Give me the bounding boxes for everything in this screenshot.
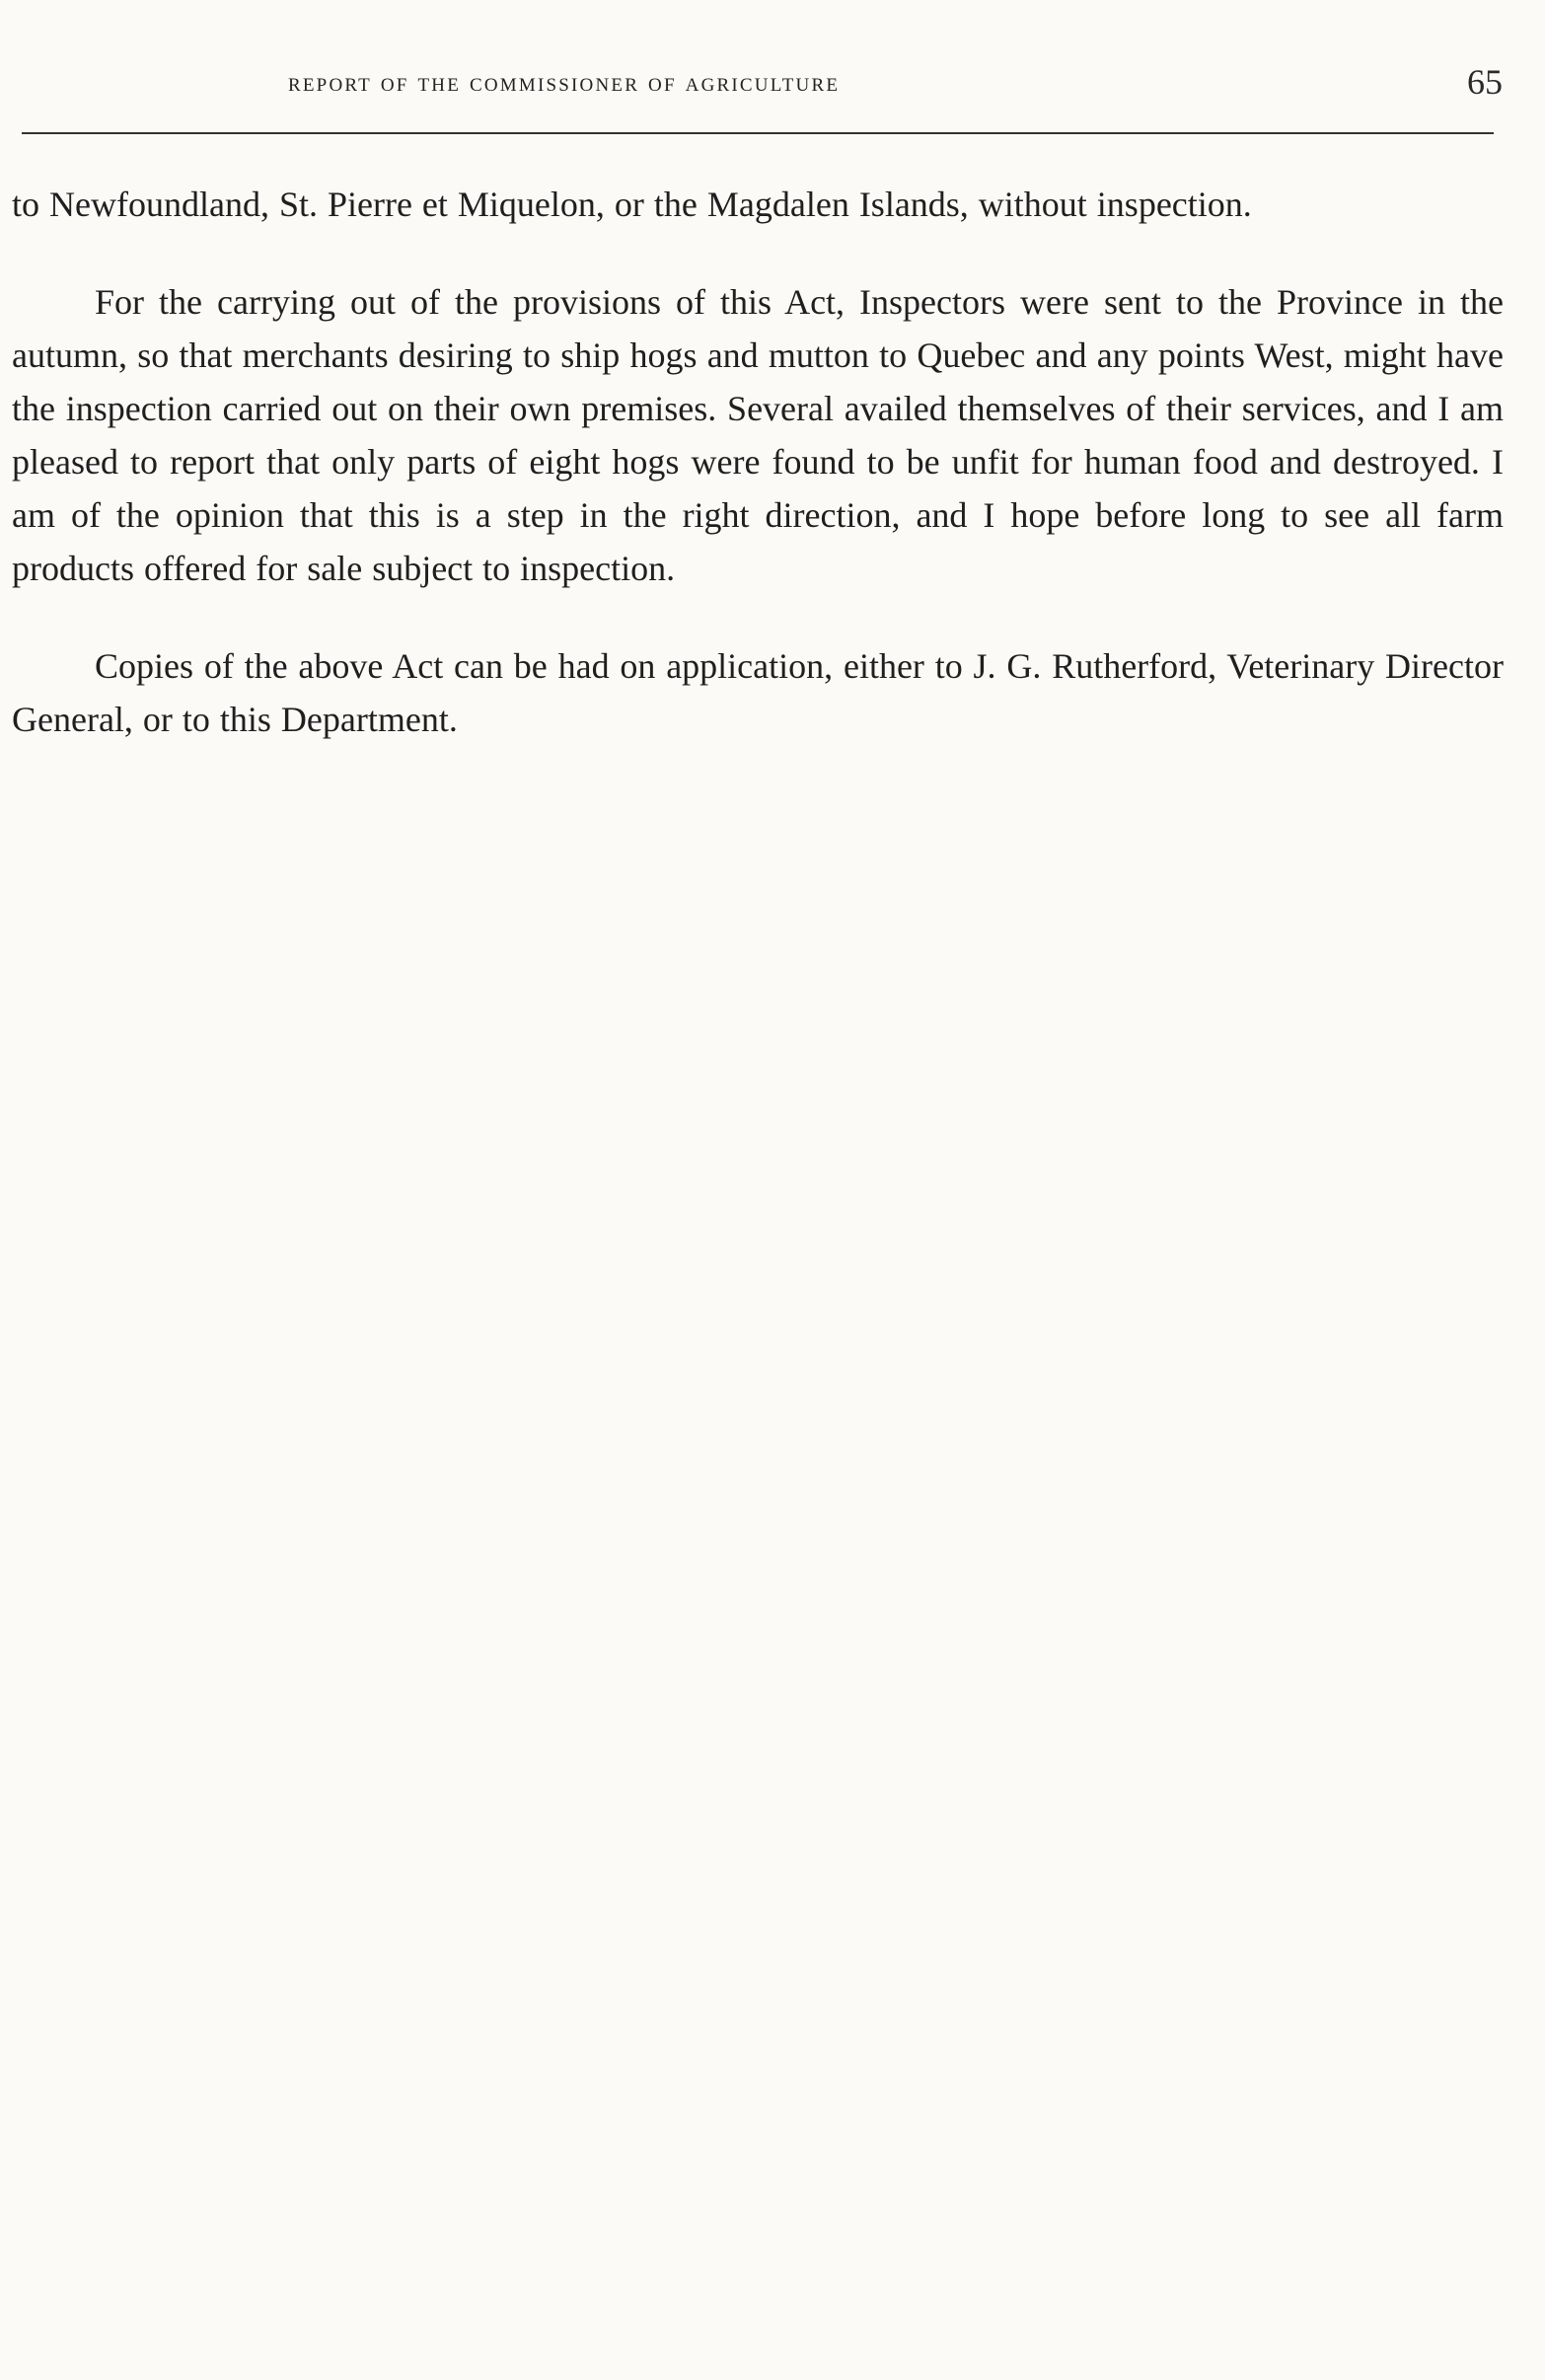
paragraph-continuation: to Newfoundland, St. Pierre et Miquelon, or the Magdalen Islands, without inspection.: [12, 185, 1252, 224]
body-text: [12, 178, 1504, 746]
running-title: report of the commissioner of agriculture: [288, 67, 841, 97]
paragraph-gap: [12, 595, 1504, 639]
paragraph-inspectors: For the carrying out of the provisions of this Act, Inspectors were sent to the Province in the autumn, so that merchants desiring to ship hogs and mutton to Quebec and any points West, might have the inspection carried out on their own premises. Several availed themselves of their services, and I am pleased to report that only parts of eight hogs were found to be unfit for human food and destroyed. I am of the opinion that this is a step in the right direction, and I hope before long to see all farm products offered for sale subject to inspection.: [12, 282, 1504, 588]
page-number: 65: [1467, 62, 1503, 102]
running-header: [0, 62, 1514, 116]
header-rule: [22, 132, 1494, 134]
paragraph-copies: Copies of the above Act can be had on application, either to J. G. Rutherford, Veterinary Director General, or to this Department.: [12, 646, 1504, 739]
paragraph-gap: [12, 231, 1504, 275]
